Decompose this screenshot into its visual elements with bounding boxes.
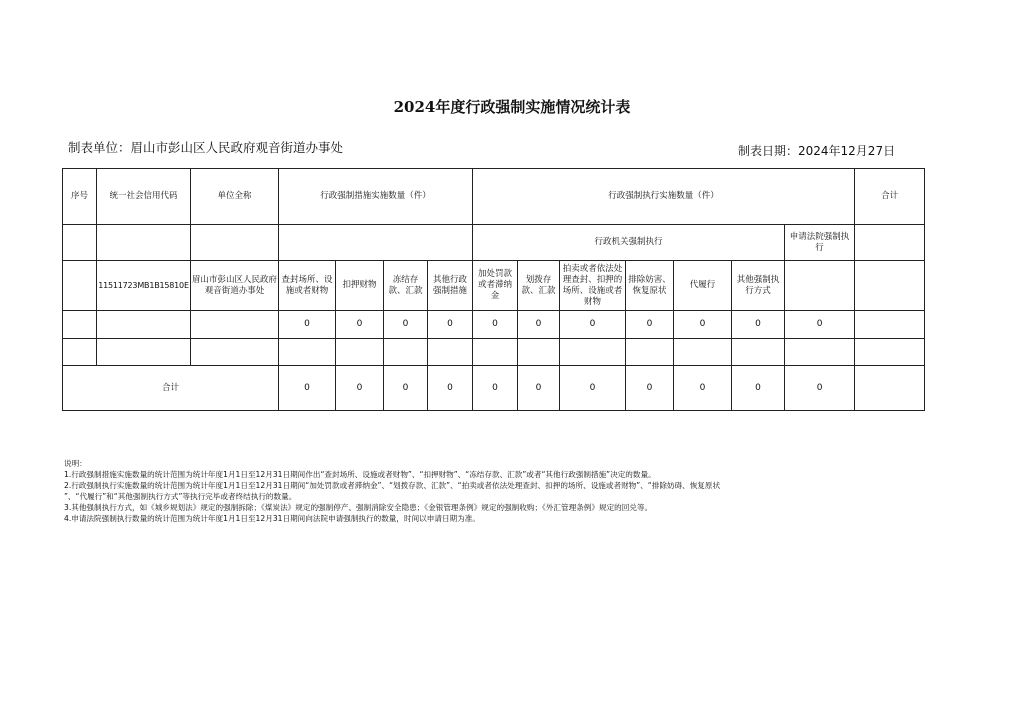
statistics-table [62, 168, 925, 411]
header-exec-restore: 排除妨害、恢复原状 [626, 261, 674, 311]
header-unit-name: 单位全称 [191, 169, 279, 225]
header-execution-group: 行政强制执行实施数量（件） [473, 169, 855, 225]
note-item: 1.行政强制措施实施数量的统计范围为统计年度1月1日至12月31日期间作出“查封场所、设施或者财物”、“扣押财物”、“冻结存款、汇款”或者“其他行政强制措施”决定的数量。 [64, 470, 656, 479]
header-measure-seal: 查封场所、设施或者财物 [279, 261, 336, 311]
value-cell: 0 [560, 311, 626, 339]
header-measure-other: 其他行政强制措施 [428, 261, 473, 311]
header-exec-transfer: 划拨存款、汇款 [518, 261, 560, 311]
header-row-3 [63, 261, 925, 311]
header-total: 合计 [855, 169, 925, 225]
total-label: 合计 [63, 366, 279, 411]
value-cell: 0 [473, 311, 518, 339]
header-measure-seize: 扣押财物 [336, 261, 384, 311]
notes-section [64, 458, 964, 524]
notes-heading: 说明： [64, 459, 87, 468]
total-row [63, 366, 925, 411]
value-cell: 0 [384, 311, 428, 339]
credit-code-cell: 11511723MB1B15810E [97, 261, 191, 311]
table-row [63, 311, 925, 339]
total-cell: 0 [473, 366, 518, 411]
total-cell: 0 [674, 366, 732, 411]
header-admin-execution: 行政机关强制执行 [473, 225, 785, 261]
issuing-unit: 制表单位：眉山市彭山区人民政府观音街道办事处 [68, 140, 344, 155]
note-item: ”、“代履行”和“其他强制执行方式”等执行完毕或者终结执行的数量。 [64, 492, 297, 501]
note-item: 2.行政强制执行实施数量的统计范围为统计年度1月1日至12月31日期间“加处罚款或者滞纳金”、“划拨存款、汇款”、“拍卖或者依法处理查封、扣押的场所、设施或者财物”、“排除妨碍、恢复原状 [64, 481, 721, 490]
header-measures-group: 行政强制措施实施数量（件） [279, 169, 473, 225]
value-cell: 0 [428, 311, 473, 339]
total-cell: 0 [560, 366, 626, 411]
value-cell: 0 [785, 311, 855, 339]
header-credit-code: 统一社会信用代码 [97, 169, 191, 225]
header-row-2 [63, 225, 925, 261]
header-exec-substitute: 代履行 [674, 261, 732, 311]
header-exec-penalty: 加处罚款或者滞纳金 [473, 261, 518, 311]
header-measure-freeze: 冻结存款、汇款 [384, 261, 428, 311]
value-cell: 0 [336, 311, 384, 339]
total-cell: 0 [428, 366, 473, 411]
value-cell: 0 [674, 311, 732, 339]
total-cell: 0 [518, 366, 560, 411]
value-cell: 0 [518, 311, 560, 339]
header-seq: 序号 [63, 169, 97, 225]
total-cell: 0 [279, 366, 336, 411]
value-cell: 0 [626, 311, 674, 339]
total-cell: 0 [785, 366, 855, 411]
note-item: 3.其他强制执行方式，如《城乡规划法》规定的强制拆除；《煤炭法》规定的强制停产、强制消除安全隐患；《金银管理条例》规定的强制收购；《外汇管理条例》规定的回兑等。 [64, 503, 653, 512]
header-row-1 [63, 169, 925, 225]
header-exec-auction: 拍卖或者依法处理查封、扣押的场所、设施或者财物 [560, 261, 626, 311]
value-cell: 0 [279, 311, 336, 339]
issue-date: 制表日期：2024年12月27日 [738, 144, 896, 158]
total-cell: 0 [732, 366, 785, 411]
table-row-empty [63, 339, 925, 366]
header-court-execution: 申请法院强制执行 [785, 225, 855, 261]
note-item: 4.申请法院强制执行数量的统计范围为统计年度1月1日至12月31日期间向法院申请强制执行的数量，时间以申请日期为准。 [64, 514, 480, 523]
unit-name-cell: 眉山市彭山区人民政府观音街道办事处 [191, 261, 279, 311]
total-cell: 0 [336, 366, 384, 411]
total-cell: 0 [384, 366, 428, 411]
value-cell: 0 [732, 311, 785, 339]
total-cell: 0 [626, 366, 674, 411]
page-title: 2024年度行政强制实施情况统计表 [393, 98, 631, 116]
header-exec-other: 其他强制执行方式 [732, 261, 785, 311]
